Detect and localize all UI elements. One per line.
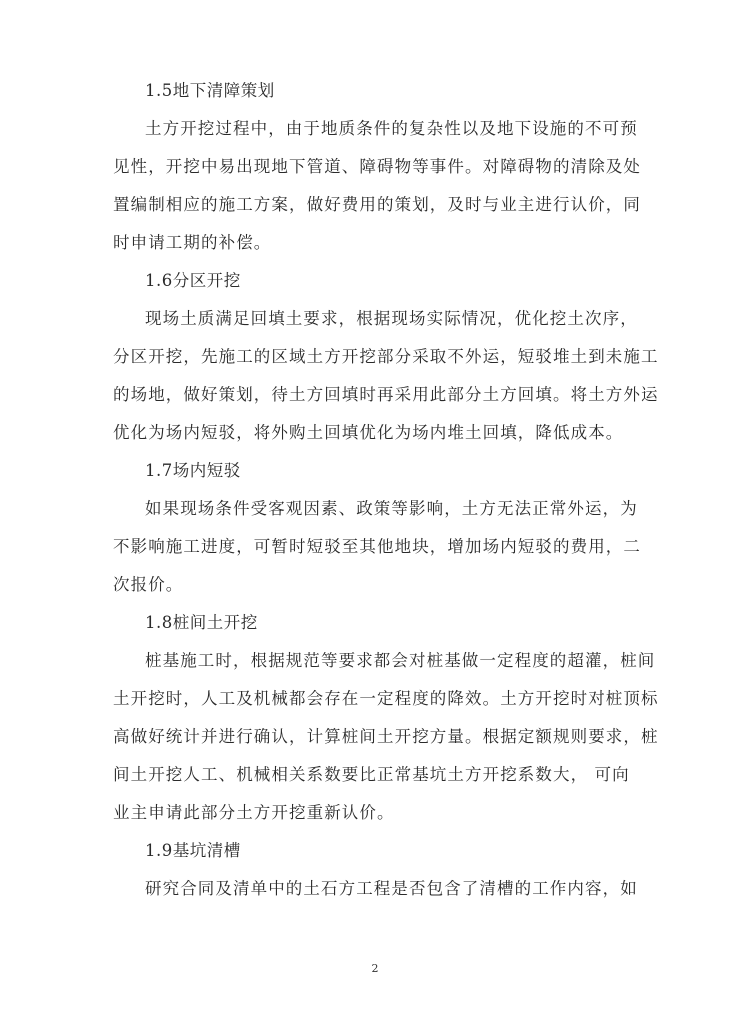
section-inter-pile-excavation [113,604,659,832]
page-number: 2 [371,962,379,975]
text-line: 置编制相应的施工方案，做好费用的策划，及时与业主进行认价，同 [113,195,641,214]
text-line: 见性，开挖中易出现地下管道、障碍物等事件。对障碍物的清除及处 [113,157,641,176]
text-line: 的场地，做好策划，待土方回填时再采用此部分土方回填。将土方外运 [113,385,659,404]
text-line: 业主申请此部分土方开挖重新认价。 [113,803,395,822]
text-line: 研究合同及清单中的土石方工程是否包含了清槽的工作内容，如 [145,879,638,898]
section-heading: 1.9基坑清槽 [145,841,241,860]
text-line: 优化为场内短驳，将外购土回填优化为场内堆土回填，降低成本。 [113,423,624,442]
section-onsite-transfer [113,452,643,604]
section-pit-cleaning [113,832,643,908]
section-heading: 1.8桩间土开挖 [145,613,258,632]
text-line: 土开挖时，人工及机械都会存在一定程度的降效。土方开挖时对桩顶标 [113,689,659,708]
paragraph [113,110,643,262]
document-body [113,72,659,908]
section-heading: 1.5地下清障策划 [145,81,275,100]
paragraph [113,490,643,604]
section-zoned-excavation [113,262,659,452]
text-line: 土方开挖过程中，由于地质条件的复杂性以及地下设施的不可预 [145,119,638,138]
text-line: 间土开挖人工、机械相关系数要比正常基坑土方开挖系数大， 可向 [113,765,630,784]
section-heading: 1.6分区开挖 [145,271,241,290]
text-line: 分区开挖，先施工的区域土方开挖部分采取不外运，短驳堆土到未施工 [113,347,659,366]
text-line: 如果现场条件受客观因素、政策等影响，土方无法正常外运，为 [145,499,638,518]
text-line: 高做好统计并进行确认，计算桩间土开挖方量。根据定额规则要求，桩 [113,727,659,746]
section-heading: 1.7场内短驳 [145,461,241,480]
paragraph [113,870,643,908]
text-line: 次报价。 [113,575,184,594]
text-line: 时申请工期的补偿。 [113,233,272,252]
section-underground-clearance [113,72,643,262]
text-line: 现场土质满足回填土要求，根据现场实际情况，优化挖土次序， [145,309,638,328]
paragraph [113,642,659,832]
text-line: 不影响施工进度，可暂时短驳至其他地块，增加场内短驳的费用，二 [113,537,641,556]
paragraph [113,300,659,452]
text-line: 桩基施工时，根据规范等要求都会对桩基做一定程度的超灌，桩间 [145,651,656,670]
